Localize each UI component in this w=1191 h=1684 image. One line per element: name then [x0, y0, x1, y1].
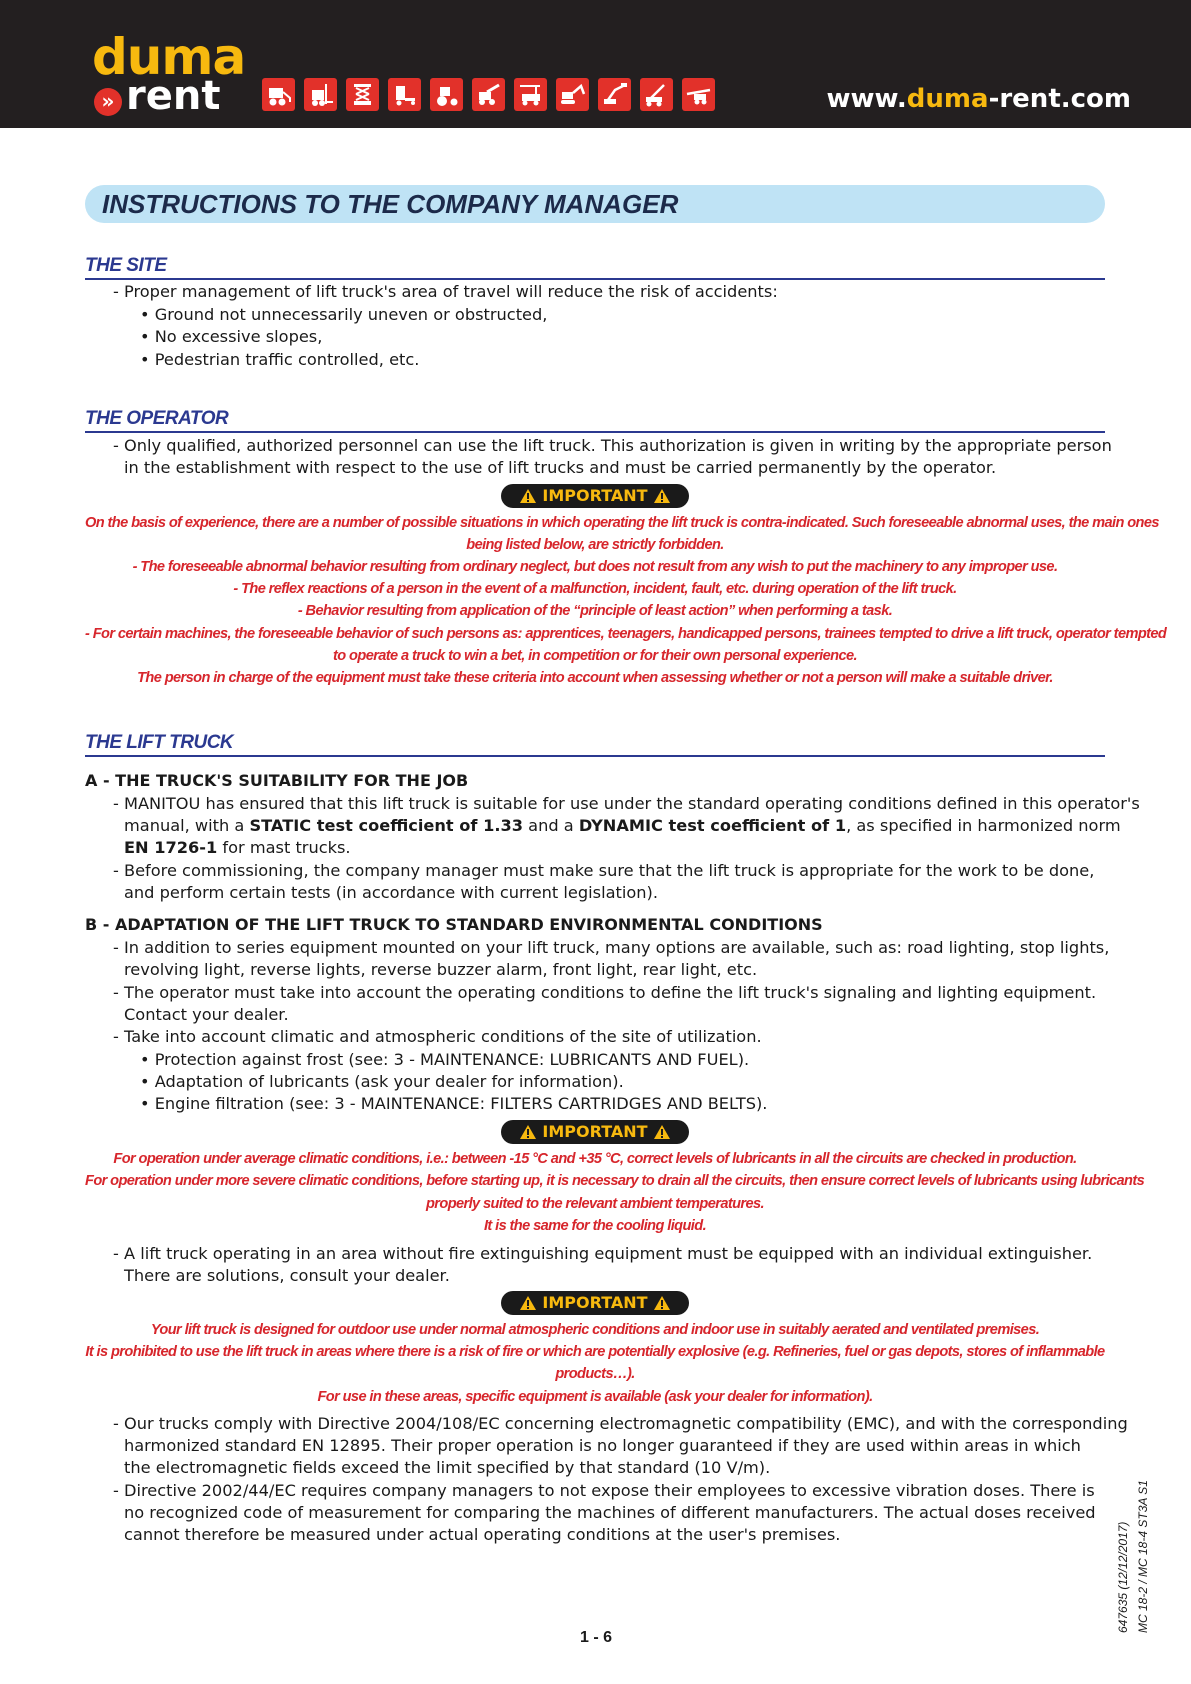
- a2-line-1: - Before commissioning, the company manager must make sure that the lift truck is appropriate for the work to be done,: [113, 861, 1095, 880]
- b5-line-3: the electromagnetic fields exceed the limit specified by that standard (10 V/m).: [124, 1458, 771, 1477]
- warning-line: It is the same for the cooling liquid.: [483, 1218, 707, 1234]
- important-badge: [501, 484, 689, 508]
- b5-line-1: - Our trucks comply with Directive 2004/108/EC concerning electromagnetic compatibility (EMC), and with the corresponding: [113, 1414, 1128, 1433]
- b3-bullet-2: • Adaptation of lubricants (ask your dealer for information).: [140, 1072, 624, 1091]
- a1-line-3: [124, 837, 351, 859]
- site-bullet-1: • Ground not unnecessarily uneven or obstructed,: [140, 305, 548, 324]
- section-title: THE SITE: [85, 255, 167, 276]
- b4-line-1: - A lift truck operating in an area without fire extinguishing equipment must be equipped with an individual extinguisher.: [113, 1244, 1093, 1263]
- warning-line: It is prohibited to use the lift truck in areas where there is a risk of fire or which are potentially explosive (e.g. Refineries, fuel or gas depots, stores of inflammable: [85, 1344, 1105, 1360]
- title-banner: [85, 185, 1105, 223]
- warning-triangle-icon: [653, 488, 671, 504]
- b2-line-1: - The operator must take into account the operating conditions to define the lift truck's signaling and lighting equipment.: [113, 983, 1097, 1002]
- dynamic-coefficient: DYNAMIC test coefficient of 1: [578, 816, 847, 835]
- a1-line-2: [124, 815, 1121, 837]
- a1-line-1: - MANITOU has ensured that this lift truck is suitable for use under the standard operating conditions defined in this operator's: [113, 794, 1140, 813]
- warning-line: The person in charge of the equipment must take these criteria into account when assessing whether or not a person will make a suitable driver.: [137, 670, 1053, 686]
- section-heading-operator: [85, 397, 1105, 433]
- b4-line-2: There are solutions, consult your dealer.: [124, 1266, 450, 1285]
- site-intro: - Proper management of lift truck's area of travel will reduce the risk of accidents:: [113, 282, 778, 301]
- a2-line-2: and perform certain tests (in accordance with current legislation).: [124, 883, 658, 902]
- forklift-icon: [304, 78, 337, 111]
- reference-code: 647635 (12/12/2017): [1116, 1521, 1130, 1633]
- section-title: THE LIFT TRUCK: [85, 732, 234, 753]
- crane-truck-icon: [514, 78, 547, 111]
- website-url[interactable]: [827, 84, 1131, 114]
- b6-line-3: cannot therefore be measured under actual operating conditions at the user's premises.: [124, 1525, 841, 1544]
- subsection-a-title: A - THE TRUCK'S SUITABILITY FOR THE JOB: [85, 771, 469, 790]
- text-run: for mast trucks.: [217, 838, 351, 857]
- warning-line: - For certain machines, the foreseeable behavior of such persons as: apprentices, teenagers, handicapped persons, trainees tempted to drive a lift truck, operator tempted: [85, 626, 1167, 642]
- b5-line-2: harmonized standard EN 12895. Their proper operation is no longer guaranteed if they are used within areas in which: [124, 1436, 1081, 1455]
- warning-line: to operate a truck to win a bet, in competition or for their own personal experience.: [333, 648, 857, 664]
- subsection-b-title: B - ADAPTATION OF THE LIFT TRUCK TO STANDARD ENVIRONMENTAL CONDITIONS: [85, 915, 823, 934]
- scissor-lift-icon: [346, 78, 379, 111]
- warning-line: - The reflex reactions of a person in the event of a malfunction, incident, fault, etc. during operation of the lift truck.: [233, 581, 957, 597]
- operator-line-1: - Only qualified, authorized personnel can use the lift truck. This authorization is given in writing by the appropriate person: [113, 436, 1112, 455]
- b6-line-1: - Directive 2002/44/EC requires company managers to not expose their employees to excessive vibration doses. There is: [113, 1481, 1095, 1500]
- warning-line: For use in these areas, specific equipment is available (ask your dealer for information).: [317, 1389, 873, 1405]
- warning-line: Your lift truck is designed for outdoor use under normal atmospheric conditions and indoor use in suitably aerated and ventilated premises.: [150, 1322, 1040, 1338]
- important-badge: [501, 1120, 689, 1144]
- warning-triangle-icon: [653, 1124, 671, 1140]
- site-bullet-3: • Pedestrian traffic controlled, etc.: [140, 350, 420, 369]
- equipment-icon-strip: [262, 78, 717, 111]
- url-highlight: duma: [906, 84, 989, 114]
- skid-steer-icon: [262, 78, 295, 111]
- text-run: , as specified in harmonized norm: [846, 816, 1121, 835]
- page-number: 1 - 6: [580, 1629, 613, 1646]
- warning-triangle-icon: [519, 488, 537, 504]
- logo-rent-text: rent: [126, 73, 221, 119]
- aerial-platform-icon: [682, 78, 715, 111]
- operator-line-2: in the establishment with respect to the use of lift trucks and must be carried permanently by the operator.: [124, 458, 997, 477]
- b2-line-2: Contact your dealer.: [124, 1005, 289, 1024]
- pallet-truck-icon: [388, 78, 421, 111]
- section-heading-lift-truck: [85, 721, 1105, 757]
- warning-line: On the basis of experience, there are a number of possible situations in which operating the lift truck is contra-indicated. Such foreseeable abnormal uses, the main ones: [85, 515, 1159, 531]
- page-header: [0, 0, 1191, 128]
- warning-triangle-icon: [653, 1295, 671, 1311]
- articulated-boom-icon: [598, 78, 631, 111]
- section-title: THE OPERATOR: [85, 408, 229, 429]
- url-prefix: www.: [826, 84, 907, 114]
- important-label: IMPORTANT: [542, 1122, 648, 1141]
- warning-line: products…).: [555, 1366, 635, 1382]
- truck-boom-icon: [640, 78, 673, 111]
- warning-line: being listed below, are strictly forbidden.: [466, 537, 724, 553]
- url-suffix: -rent.com: [988, 84, 1131, 114]
- document-reference: [1116, 1480, 1166, 1635]
- logo-arrow-icon: »: [94, 88, 122, 116]
- tractor-icon: [430, 78, 463, 111]
- b6-line-2: no recognized code of measurement for comparing the machines of different manufacturers. The actual doses received: [124, 1503, 1096, 1522]
- static-coefficient: STATIC test coefficient of 1.33: [249, 816, 524, 835]
- b1-line-2: revolving light, reverse lights, reverse buzzer alarm, front light, rear light, etc.: [124, 960, 758, 979]
- warning-line: properly suited to the relevant ambient temperatures.: [425, 1196, 764, 1212]
- b3-bullet-3: • Engine filtration (see: 3 - MAINTENANCE: FILTERS CARTRIDGES AND BELTS).: [140, 1094, 768, 1113]
- excavator-icon: [556, 78, 589, 111]
- warning-line: For operation under average climatic conditions, i.e.: between -15 °C and +35 °C, correct levels of lubricants in all the circuits are checked in production.: [113, 1151, 1077, 1167]
- warning-triangle-icon: [519, 1124, 537, 1140]
- b3-line: - Take into account climatic and atmospheric conditions of the site of utilization.: [113, 1027, 762, 1046]
- site-bullet-2: • No excessive slopes,: [140, 327, 323, 346]
- warning-line: - The foreseeable abnormal behavior resulting from ordinary neglect, but does not result from any wish to put the machinery to any improper use.: [132, 559, 1058, 575]
- important-label: IMPORTANT: [542, 486, 648, 505]
- text-run: and a: [523, 816, 579, 835]
- section-heading-site: [85, 244, 1105, 280]
- b1-line-1: - In addition to series equipment mounted on your lift truck, many options are available, such as: road lighting, stop lights,: [113, 938, 1110, 957]
- warning-triangle-icon: [519, 1295, 537, 1311]
- important-label: IMPORTANT: [542, 1293, 648, 1312]
- telehandler-icon: [472, 78, 505, 111]
- logo-duma-text: duma: [92, 28, 246, 86]
- model-reference: MC 18-2 / MC 18-4 ST3A S1: [1136, 1480, 1150, 1633]
- warning-line: - Behavior resulting from application of the “principle of least action” when performing a task.: [297, 603, 893, 619]
- warning-line: For operation under more severe climatic conditions, before starting up, it is necessary to drain all the circuits, then ensure correct levels of lubricants using lubricants: [85, 1173, 1145, 1189]
- norm-reference: EN 1726-1: [124, 838, 218, 857]
- text-run: manual, with a: [124, 816, 250, 835]
- b3-bullet-1: • Protection against frost (see: 3 - MAINTENANCE: LUBRICANTS AND FUEL).: [140, 1050, 750, 1069]
- page-title: INSTRUCTIONS TO THE COMPANY MANAGER: [102, 189, 679, 219]
- important-badge: [501, 1291, 689, 1315]
